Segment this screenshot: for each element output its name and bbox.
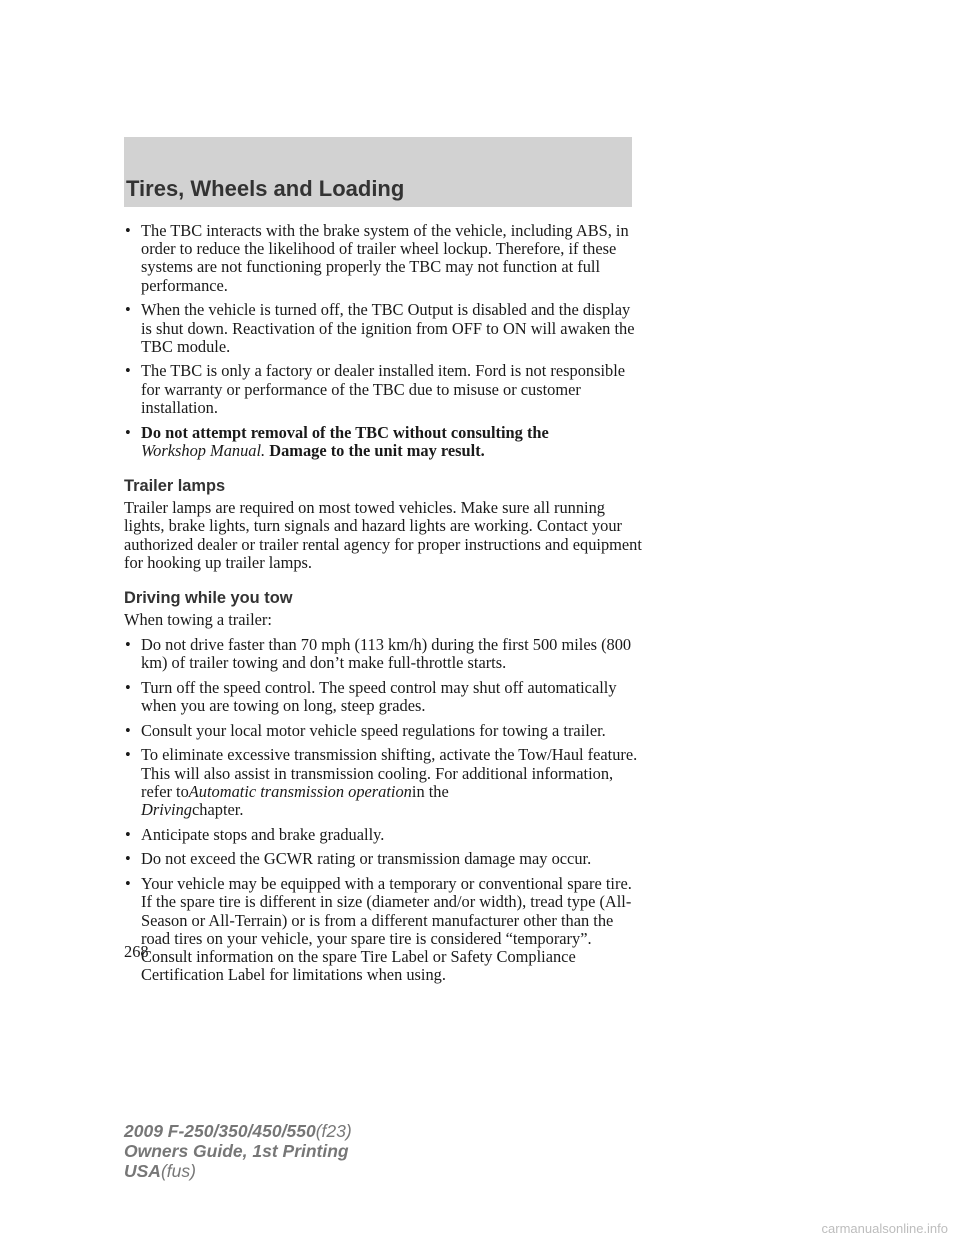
list-item: • Anticipate stops and brake gradually.	[125, 824, 385, 844]
driving-chapter-ref: Driving	[141, 799, 192, 819]
section-heading-trailer-lamps: Trailer lamps	[124, 476, 226, 495]
bullet-icon: •	[125, 677, 131, 697]
bullet-icon: •	[125, 874, 131, 894]
section-heading-driving-while-you-tow: Driving while you tow	[124, 588, 293, 607]
bullet-icon: •	[125, 361, 131, 381]
bullet-icon: •	[125, 849, 131, 869]
bullet-icon: •	[125, 221, 131, 240]
footer-model-code: (f23)	[315, 1121, 352, 1141]
list-item: • To eliminate excessive transmission shifting, activate the Tow/Haul feature. This will also assist in transmission cooling. For additional information, refer toAutomatic transmission operationin the Drivingchapter.	[125, 745, 638, 819]
footer-market: USA	[124, 1161, 161, 1181]
bullet-icon: •	[125, 634, 131, 654]
list-item: • Your vehicle may be equipped with a temporary or conventional spare tire. If the spare tire is different in size (diameter and/or width), tread type (All-Season or All-Terrain) or is from a different manufacturer other than the road tires on your vehicle, your spare tire is considered “temporary”. Consult information on the spare Tire Label or Safety Compliance Certification Label for limitations when using.	[125, 874, 632, 985]
page-number: 268	[124, 942, 149, 961]
list-item: • Do not exceed the GCWR rating or transmission damage may occur.	[125, 849, 592, 869]
driving-intro: When towing a trailer:	[124, 610, 272, 630]
automatic-transmission-ref: Automatic transmission operation	[188, 781, 412, 801]
workshop-manual-ref: Workshop Manual.	[141, 440, 266, 460]
footer-model: 2009 F-250/350/450/550	[124, 1121, 316, 1141]
bullet-icon: •	[125, 745, 131, 765]
bullet-icon: •	[125, 824, 131, 844]
list-item: • The TBC interacts with the brake system of the vehicle, including ABS, in order to reduce the likelihood of trailer wheel lockup. Therefore, if these systems are not functioning properly the TBC may not function at full performance.	[125, 221, 629, 295]
bullet-icon: •	[125, 300, 131, 320]
watermark: carmanualsonline.info	[821, 1221, 948, 1236]
tbc-warning-item: • Do not attempt removal of the TBC without consulting the Workshop Manual. Damage to the unit may result.	[125, 422, 549, 460]
list-item: • Do not drive faster than 70 mph (113 km/h) during the first 500 miles (800 km) of trailer towing and don’t make full-throttle starts.	[125, 634, 632, 673]
list-item: • Turn off the speed control. The speed control may shut off automatically when you are towing on long, steep grades.	[125, 677, 617, 715]
bullet-icon: •	[125, 720, 131, 740]
list-item: • Consult your local motor vehicle speed regulations for towing a trailer.	[125, 720, 606, 740]
print-footer	[124, 1121, 352, 1181]
page-content	[124, 222, 644, 991]
footer-market-code: (fus)	[160, 1161, 196, 1181]
bullet-icon: •	[125, 422, 131, 442]
list-item: • The TBC is only a factory or dealer installed item. Ford is not responsible for warranty or performance of the TBC due to misuse or customer installation.	[125, 361, 626, 417]
page-title: Tires, Wheels and Loading	[126, 176, 405, 201]
trailer-lamps-paragraph: Trailer lamps are required on most towed vehicles. Make sure all running lights, brake lights, turn signals and hazard lights are working. Contact your authorized dealer or trailer rental agency for proper instructions and equipment for hooking up trailer lamps.	[124, 498, 642, 572]
list-item: • When the vehicle is turned off, the TBC Output is disabled and the display is shut down. Reactivation of the ignition from OFF to ON will awaken the TBC module.	[125, 300, 635, 356]
towing-bullet-list	[124, 636, 644, 984]
tbc-bullet-list	[124, 222, 644, 460]
footer-guide: Owners Guide, 1st Printing	[124, 1141, 349, 1161]
